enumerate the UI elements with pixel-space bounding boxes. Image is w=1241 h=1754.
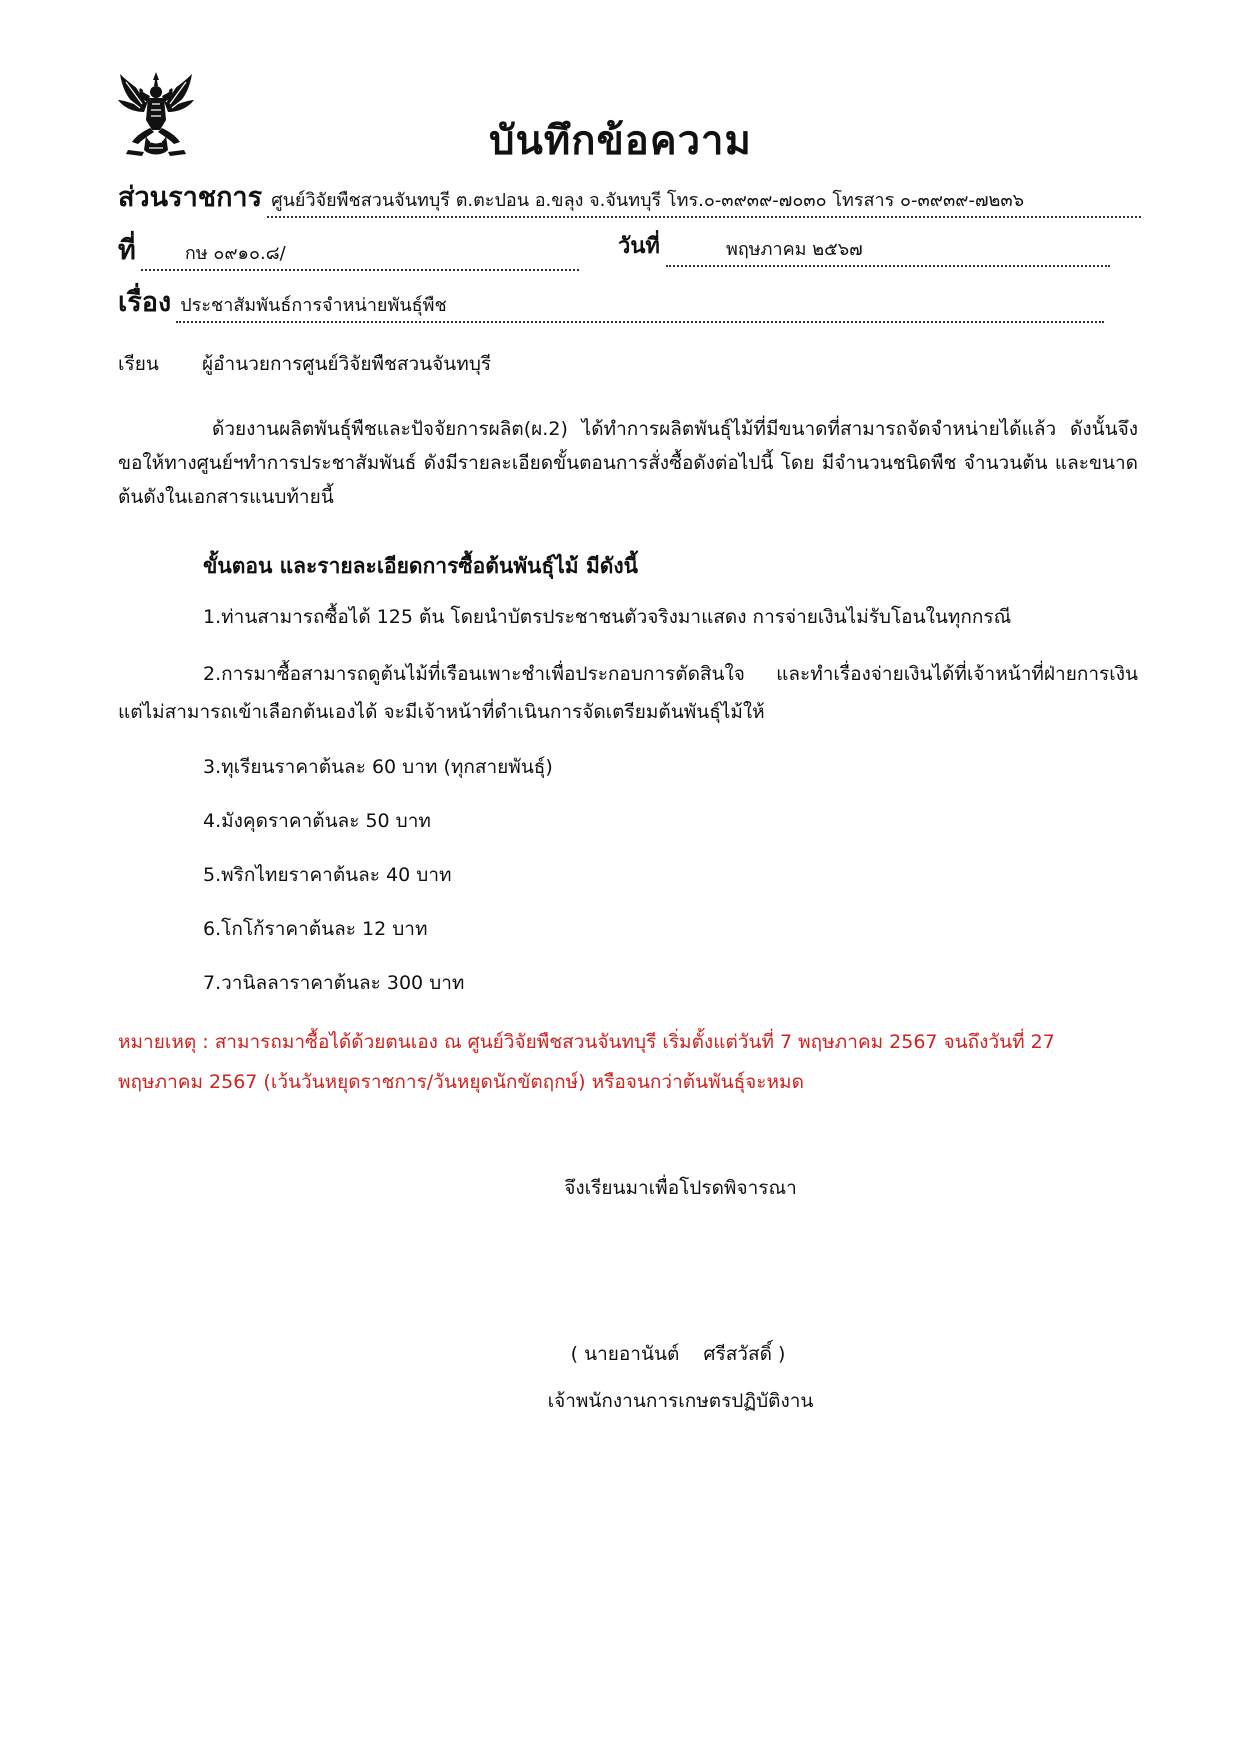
step-1: 1.ท่านสามารถซื้อได้ 125 ต้น โดยนำบัตรประชาชนตัวจริงมาแสดง การจ่ายเงินไม่รับโอนในทุกกรณี (203, 606, 1012, 628)
intro-text: ด้วยงานผลิตพันธุ์พืชและปัจจัยการผลิต(ผ.2) ได้ทำการผลิตพันธุ์ไม้ที่มีขนาดที่สามารถจัดจำหน่ายได้แล้ว ดังนั้นจึงขอให้ทางศูนย์ฯทำการประชาสัมพันธ์ ดังมีรายละเอียดขั้นตอนการสั่งซื้อดังต่อไปนี้ โดย มีจำนวนชนิดพืช จำนวนต้น และขนาดต้นดังในเอกสารแนบท้ายนี้ (118, 418, 1138, 508)
salutation (118, 347, 1138, 381)
number-value: กษ ๐๙๑๐.๘/ (141, 238, 579, 271)
intro-paragraph (118, 412, 1138, 514)
number-date-row (118, 228, 863, 271)
signatory-name: ( นายอานันต์ ศรีสวัสดิ์ ) (570, 1343, 786, 1365)
date-value: พฤษภาคม ๒๕๖๗ (666, 234, 1110, 267)
date-label: วันที่ (618, 234, 660, 259)
subject-value: ประชาสัมพันธ์การจำหน่ายพันธุ์พืช (176, 290, 1104, 323)
department-row (118, 175, 1141, 218)
document-title: บันทึกข้อความ (489, 118, 752, 164)
salutation-label: เรียน (118, 353, 159, 375)
closing-line: จึงเรียนมาเพื่อโปรดพิจารณา (564, 1177, 797, 1199)
step-7: 7.วานิลลาราคาต้นละ 300 บาท (203, 972, 465, 994)
step-2 (118, 655, 1138, 731)
step-4: 4.มังคุดราคาต้นละ 50 บาท (203, 810, 431, 832)
step-6: 6.โกโก้ราคาต้นละ 12 บาท (203, 918, 428, 940)
step-2-text: 2.การมาซื้อสามารถดูต้นไม้ที่เรือนเพาะชำเพื่อประกอบการตัดสินใจ และทำเรื่องจ่ายเงินได้ที่เจ้าหน้าที่ฝ่ายการเงิน แต่ไม่สามารถเข้าเลือกต้นเองได้ จะมีเจ้าหน้าที่ดำเนินการจัดเตรียมต้นพันธุ์ไม้ให้ (118, 663, 1138, 723)
salutation-recipient: ผู้อำนวยการศูนย์วิจัยพืชสวนจันทบุรี (202, 353, 492, 375)
number-label: ที่ (118, 235, 136, 266)
steps-heading: ขั้นตอน และรายละเอียดการซื้อต้นพันธุ์ไม้ มีดังนี้ (203, 554, 639, 578)
subject-label: เรื่อง (118, 287, 172, 318)
step-5: 5.พริกไทยราคาต้นละ 40 บาท (203, 864, 452, 886)
department-label: ส่วนราชการ (118, 182, 263, 213)
remark-label: หมายเหตุ (118, 1031, 197, 1053)
signatory-position: เจ้าพนักงานการเกษตรปฏิบัติงาน (547, 1390, 814, 1412)
department-value: ศูนย์วิจัยพืชสวนจันทบุรี ต.ตะปอน อ.ขลุง จ.จันทบุรี โทร.๐-๓๙๓๙-๗๐๓๐ โทรสาร ๐-๓๙๓๙-๗๒๓๖ (267, 185, 1141, 218)
step-3: 3.ทุเรียนราคาต้นละ 60 บาท (ทุกสายพันธุ์) (203, 756, 553, 778)
subject-row (118, 280, 1104, 323)
remark (118, 1022, 1138, 1102)
remark-text: : สามารถมาซื้อได้ด้วยตนเอง ณ ศูนย์วิจัยพืชสวนจันทบุรี เริ่มตั้งแต่วันที่ 7 พฤษภาคม 2567 จนถึงวันที่ 27 พฤษภาคม 2567 (เว้นวันหยุดราชการ/วันหยุดนักขัตฤกษ์) หรือจนกว่าต้นพันธุ์จะหมด (118, 1031, 1055, 1093)
